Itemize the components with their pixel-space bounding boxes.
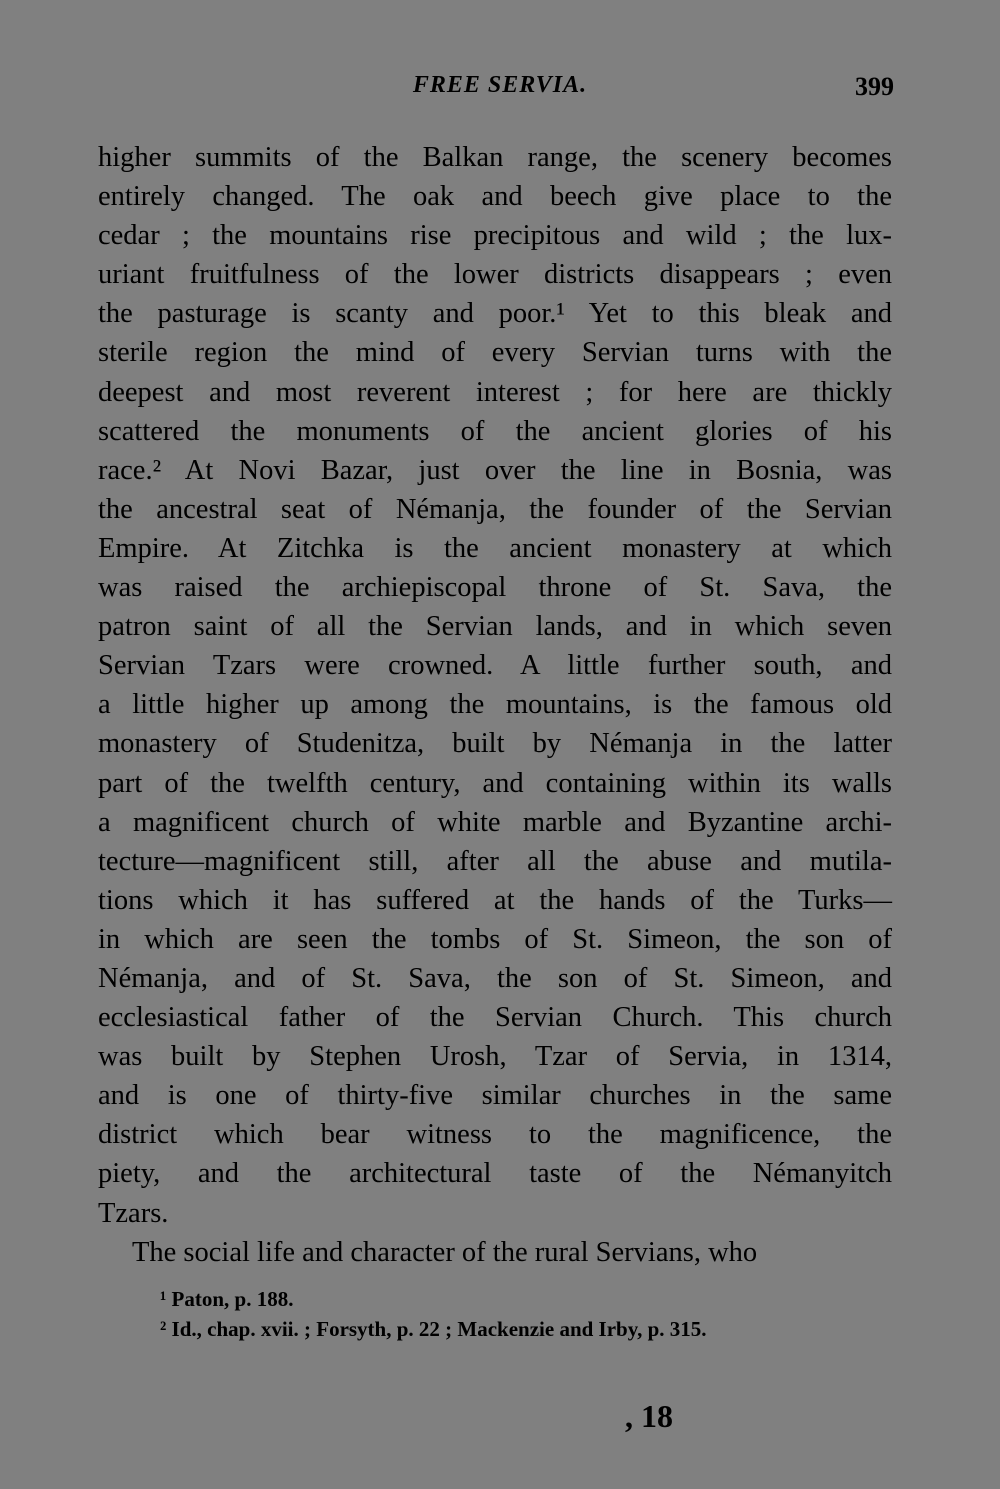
text-line: entirely changed. The oak and beech give place to the [98,181,892,213]
footnotes [160,1284,860,1344]
running-head [0,68,1000,108]
text-line: sterile region the mind of every Servian turns with the [98,337,892,369]
text-line: in which are seen the tombs of St. Simeon, the son of [98,923,892,955]
signature-mark: , 18 [625,1398,673,1434]
text-line: deepest and most reverent interest ; for here are thickly [98,376,892,408]
text-line: and is one of thirty-five similar churches in the same [98,1080,892,1112]
text-line: was raised the archiepiscopal throne of St. Sava, the [98,572,892,604]
body-text [98,138,892,1272]
text-line: ecclesiastical father of the Servian Church. This church [98,1002,892,1034]
text-line: the pasturage is scanty and poor.¹ Yet to this bleak and [98,298,892,330]
text-line: scattered the monuments of the ancient glories of his [98,415,892,447]
text-line: Némanja, and of St. Sava, the son of St. Simeon, and [98,962,892,994]
text-line: Empire. At Zitchka is the ancient monastery at which [98,532,892,564]
footnote: ¹ Paton, p. 188. [160,1287,294,1311]
text-line: race.² At Novi Bazar, just over the line in Bosnia, was [98,454,892,486]
text-line: a little higher up among the mountains, is the famous old [98,689,892,721]
text-line: district which bear witness to the magnificence, the [98,1119,892,1151]
footnote: ² Id., chap. xvii. ; Forsyth, p. 22 ; Mackenzie and Irby, p. 315. [160,1317,707,1341]
text-line: tecture—magnificent still, after all the abuse and mutila- [98,845,892,877]
text-line: was built by Stephen Urosh, Tzar of Servia, in 1314, [98,1041,892,1073]
running-title: FREE SERVIA. [412,72,588,98]
text-line: cedar ; the mountains rise precipitous and wild ; the lux- [98,220,892,252]
text-line: a magnificent church of white marble and Byzantine archi- [98,806,892,838]
text-line: higher summits of the Balkan range, the scenery becomes [98,142,892,173]
text-line: Servian Tzars were crowned. A little further south, and [98,650,892,682]
text-line-paragraph-start: The social life and character of the rural Servians, who [132,1236,758,1268]
page-number: 399 [855,72,894,101]
text-line: piety, and the architectural taste of the Némanyitch [98,1158,892,1190]
text-line: monastery of Studenitza, built by Némanja in the latter [98,728,892,760]
text-line: the ancestral seat of Némanja, the founder of the Servian [98,493,892,525]
text-line-paragraph-end: Tzars. [98,1197,169,1229]
text-line: uriant fruitfulness of the lower districts disappears ; even [98,259,892,291]
text-line: tions which it has suffered at the hands of the Turks— [98,884,892,916]
text-line: part of the twelfth century, and containing within its walls [98,767,892,799]
text-line: patron saint of all the Servian lands, and in which seven [98,611,892,643]
